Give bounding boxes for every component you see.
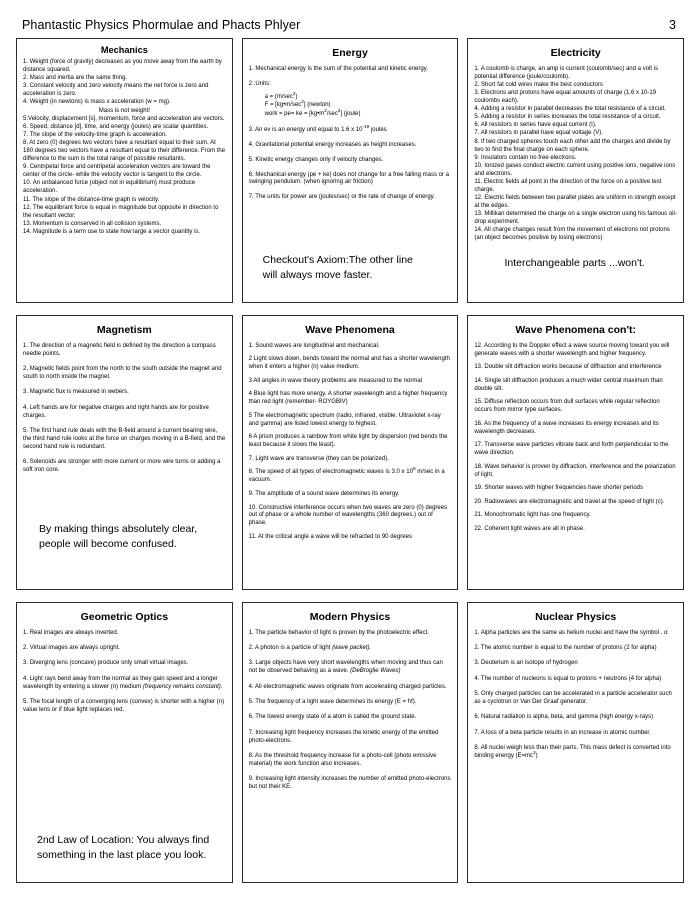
- item-text: 2. A photon is a particle of light: [248, 644, 333, 651]
- formula-acceleration: [264, 90, 452, 105]
- list-item: 4. Gravitational potential energy increases as height increases.: [248, 141, 417, 148]
- list-item: 22. Coherent light waves are all in phase.: [474, 526, 585, 533]
- list-item: 5. Adding a resistor in series increases the total resistance of a circuit.: [474, 114, 661, 121]
- item-text-italic: (wave packet).: [332, 644, 372, 651]
- list-item: 9. The amplitude of a sound wave determines its energy.: [248, 490, 400, 497]
- list-item: 4. Left hands are for negative charges and right hands are for positive charges.: [23, 404, 209, 419]
- card-title-modern-physics: Modern Physics: [309, 611, 391, 623]
- formula-text-mid: /sec: [326, 110, 338, 117]
- list-item: [249, 645, 452, 653]
- card-geometric-optics: [16, 602, 233, 883]
- list-item: [474, 745, 677, 761]
- list-item: 13. Momentum is conserved in all collision systems.: [23, 220, 162, 227]
- item-text-end: joules: [369, 126, 387, 133]
- list-item: 3 All angles in wave theory problems are measured to the normal: [248, 377, 423, 384]
- list-item: 2 Light slows down, bends toward the normal and has a shorter wavelength when it enters a higher (n) value medium.: [248, 356, 450, 371]
- list-item: 11. The slope of the distance-time graph is velocity.: [23, 196, 160, 203]
- list-item: 14. Single slit diffraction produces a much wider central maximum than double slit.: [474, 377, 663, 392]
- list-item: 6. The lowest energy state of a atom is called the ground state.: [248, 714, 417, 721]
- quote-line: something in the last place you look.: [37, 848, 207, 861]
- list-item: 1. Alpha particles are the same as helium nuclei and have the symbol . α: [474, 629, 668, 636]
- list-item: 9. Insulators contain no free electrons.: [474, 154, 577, 161]
- list-item: 9. Increasing light intensity increases the number of emitted photo-electrons but not their KE.: [248, 776, 451, 791]
- list-item: 3. Electrons and protons have equal amounts of charge (1.6 x 10-19 coulombs each).: [474, 89, 657, 104]
- card-title-electricity: Electricity: [550, 47, 601, 59]
- page-header: [16, 18, 684, 38]
- quote-line: Checkout's Axiom:The other line: [262, 254, 413, 267]
- list-item: 1. Sound waves are longitudinal and mechanical.: [248, 342, 380, 349]
- list-item: 5. Only charged particles can be accelerated in a particle accelerator such as a cyclotron or Van Der Graaf generator.: [474, 691, 672, 705]
- card-title-wave-phenomena: Wave Phenomena: [305, 324, 395, 336]
- list-item: 1. A coulomb is charge, an amp is current (coulomb/sec) and a volt is potential difference (joule/coulomb).: [474, 65, 659, 80]
- item-text: 8. The speed of all types of electromagnetic waves is 3.0 x 10: [248, 469, 413, 476]
- list-item: 1. Weight (force of gravity) decreases as you move away from the earth by distance squared.: [23, 59, 222, 73]
- formula-text: F = [kg•m/sec: [264, 102, 302, 109]
- list-item: 6. All resistors in series have equal current (I).: [474, 122, 597, 129]
- content-grid: [16, 38, 684, 883]
- geometric-optics-item-list: [23, 630, 226, 829]
- exponent: 2: [533, 750, 536, 756]
- list-item: 8. As the threshold frequency increase for a photo-cell (photo emissive material) the work function also increases.: [248, 753, 437, 768]
- item-text: 4. Light rays bend away from the normal as they gain speed and a longer wavelength by entering a slower (n) medium: [23, 675, 218, 690]
- list-item: [249, 660, 452, 676]
- list-item: 3. Diverging lens (concave) produce only small virtual images.: [23, 660, 189, 667]
- list-item: 5.Velocity, displacement [s], momentum, force and acceleration are vectors.: [23, 115, 225, 122]
- list-item: 2 .Units:: [248, 80, 271, 87]
- card-energy: [242, 38, 459, 303]
- wave-phenomena-cont-item-list: [474, 343, 677, 585]
- list-item: 4. Adding a resistor in parallel decreases the total resistance of a circuit.: [474, 106, 666, 112]
- list-item: 2. The atomic number is equal to the number of protons (2 for alpha): [474, 644, 657, 651]
- card-title-mechanics: Mechanics: [100, 45, 148, 55]
- card-title-energy: Energy: [332, 47, 368, 59]
- list-item: 11. Electric fields all point in the direction of the force on a positive test charge.: [474, 179, 662, 193]
- list-item: 3. Constant velocity and zero velocity means the net force is zero and acceleration is zero.: [23, 83, 209, 98]
- formula-work: [264, 107, 452, 119]
- card-title-geometric-optics: Geometric Optics: [80, 611, 169, 623]
- list-item: 2. Magnetic fields point from the north to the south outside the magnet and south to north inside the magnet.: [23, 365, 222, 380]
- modern-physics-item-list: [249, 630, 452, 878]
- card-wave-phenomena-cont: [467, 315, 684, 590]
- nuclear-physics-item-list: [474, 630, 677, 878]
- list-item: 8. At zero (0) degrees two vectors have a resultant equal to their sum. At 180 degrees two vectors have a resultant equal to their difference. From the difference to the sum is the total range of possible resultants.: [23, 140, 226, 163]
- list-item: 4 Blue light has more energy. A shorter wavelength and a higher frequency than red light (remember- ROYGBIV): [248, 391, 448, 406]
- exponent: 8: [412, 466, 416, 472]
- card-mechanics: [16, 38, 233, 303]
- list-item: 6. Mechanical energy (pe + ke) does not change for a free falling mass or a swinging pendulum. (when ignoring air friction): [248, 171, 450, 186]
- list-item: 5. The first hand rule deals with the B-field around a current bearing wire, the third hand rule looks at the force on charges moving in a B-field, and the second hand rule is redundant.: [23, 427, 226, 450]
- list-item: 7. Light wave are transverse (they can be polarized).: [248, 455, 389, 462]
- card-electricity: [467, 38, 684, 303]
- list-item: 11. At the critical angle a wave will be refracted to 90 degrees: [248, 534, 412, 540]
- list-item: 12. According to the Doppler effect a wave source moving toward you will generate waves with a shorter wavelength and higher frequency.: [474, 342, 670, 357]
- list-item: 7. Increasing light frequency increases the kinetic energy of the emitted photo-electrons.: [248, 729, 439, 744]
- list-item: 14. All charge changes result from the movement of electrons not protons (an object becomes positive by losing electrons): [474, 227, 670, 242]
- list-item: 4. Weight (in newtons) is mass x acceleration (w = mg).: [23, 99, 171, 106]
- list-item: 5 The electromagnetic spectrum (radio, infrared, visible. Ultraviolet x-ray and gamma) are listed lowest energy to highest.: [248, 412, 441, 427]
- list-item: 5. The frequency of a light wave determines its energy (E = hf).: [248, 699, 417, 705]
- list-item: 1. Real images are always inverted.: [23, 629, 119, 636]
- list-item: 6. Solenoids are stronger with more current or more wire turns or adding a soft iron core.: [23, 459, 221, 474]
- list-item: 2. Short fat cold wires make the best conductors: [474, 81, 603, 88]
- page-number: 3: [669, 18, 676, 32]
- item-text-italic: (DeBroglie Waves): [350, 668, 401, 675]
- item-text-end: m/sec in a vacuum.: [248, 469, 445, 484]
- item-text: 3. An ev is an energy unit equal to 1.6 x 10: [248, 126, 363, 133]
- exponent: 2: [292, 90, 296, 96]
- card-title-wave-phenomena-cont: Wave Phenomena con't:: [515, 324, 636, 336]
- page-title: Phantastic Physics Phormulae and Phacts Phlyer: [22, 18, 301, 32]
- list-item: 5. Kinetic energy changes only if velocity changes.: [248, 156, 384, 163]
- quote-line: will always move faster.: [262, 268, 373, 281]
- list-item: 6. Speed, distance [d], time, and energy (joules) are scalar quantities.: [23, 123, 209, 130]
- list-item: 3. Deuterium is an isotope of hydrogen: [474, 660, 578, 667]
- electricity-quote: [474, 252, 677, 298]
- list-item: 17. Transverse wave particles vibrate back and forth perpendicular to the wave direction.: [474, 442, 669, 457]
- quote-line: 2nd Law of Location: You always find: [37, 834, 210, 847]
- formula-text: a = (m/sec: [264, 93, 293, 100]
- energy-item-list: [249, 66, 452, 249]
- list-item: 8. If two charged spheres touch each other add the charges and divide by two to find the final charge on each sphere.: [474, 138, 671, 153]
- quote-line: By making things absolutely clear,: [39, 523, 198, 536]
- card-modern-physics: [242, 602, 459, 883]
- energy-quote: [249, 249, 452, 298]
- list-item: 12. Electric fields between two parallel plates are uniform in strength except at the edges.: [474, 195, 676, 210]
- list-item: 1. Mechanical energy is the sum of the potential and kinetic energy.: [248, 65, 428, 72]
- card-magnetism: [16, 315, 233, 590]
- list-item: 7. The slope of the velocity-time graph is acceleration.: [23, 132, 167, 139]
- card-wave-phenomena: [242, 315, 459, 590]
- list-item: [248, 466, 452, 485]
- list-item: 1. The particle behavior of light is proven by the photoelectric effect.: [248, 629, 429, 636]
- list-item: 10. Constructive interference occurs when two waves are zero (0) degrees out of phase or a whole number of wavelengths (360 degrees.) out of phase.: [248, 504, 448, 527]
- quote-line: Interchangeable parts ...won't.: [504, 256, 645, 269]
- list-item: 5. The focal length of a converging lens (convex) is shorter with a higher (n) value lens or if blue light replaces red.: [23, 699, 225, 713]
- list-item: 16. As the frequency of a wave increases its energy increases and its wavelength decreases.: [474, 420, 659, 435]
- formula-text: work = pe= ke = [kg•m: [264, 110, 325, 117]
- list-item: 4. The number of nucleons is equal to protons + neutrons (4 for alpha): [474, 675, 662, 682]
- list-item: 15. Diffuse reflection occurs from dull surfaces while regular reflection occurs from mirror type surfaces.: [474, 399, 660, 414]
- item-text: 3. Large objects have very short wavelengths when moving and thus can not be observed behaving as a wave.: [248, 660, 443, 675]
- list-item: 3. Magnetic flux is measured in webers.: [23, 389, 129, 396]
- list-item: 7. The units for power are (joules/sec) or the rate of change of energy.: [248, 194, 435, 201]
- electricity-item-list: [474, 66, 677, 252]
- exponent: -19: [362, 123, 370, 129]
- list-item: 14. Magnitude is a term use to state how large a vector quantity is.: [23, 229, 201, 235]
- exponent: 2: [337, 107, 341, 113]
- list-item: 10. An unbalanced force (object not in equilibrium) must produce acceleration.: [23, 180, 196, 195]
- list-item: 2. Virtual images are always upright.: [23, 644, 120, 651]
- list-item: 4. All electromagnetic waves originate from accelerating charged particles.: [248, 683, 447, 690]
- formula-text-end: ] (joule): [340, 110, 361, 117]
- list-item: Mass is not weight!: [98, 107, 150, 114]
- list-item: 12. The equilibrant force is equal in magnitude but opposite in direction to the resultant vector.: [23, 204, 219, 219]
- item-text: 8. All nuclei weigh less than their parts. This mass defect is converted into binding energy (E=mc: [474, 745, 671, 760]
- magnetism-quote: [23, 518, 226, 585]
- list-item: 20. Radiowaves are electromagnetic and travel at the speed of light (c).: [474, 498, 665, 505]
- card-title-magnetism: Magnetism: [96, 324, 152, 336]
- list-item: 9. Centripetal force and centripetal acceleration vectors are toward the center of the circle- while the velocity vector is tangent to the circle.: [23, 164, 211, 179]
- magnetism-item-list: [23, 343, 226, 518]
- list-item: 10. Ionized gases conduct electric current using positive ions, negative ions and electrons.: [474, 162, 676, 177]
- list-item: 18. Wave behavior is proven by diffraction, interference and the polarization of light.: [474, 463, 676, 478]
- list-item: 13. Double slit diffraction works because of diffraction and interference: [474, 364, 662, 371]
- item-text-italic: (frequency remains constant).: [142, 683, 223, 690]
- list-item: 7. A loss of a beta particle results in an increase in atomic number.: [474, 729, 651, 736]
- list-item: 19. Shorter waves with higher frequencies have shorter periods: [474, 485, 644, 492]
- formula-force: [265, 101, 452, 110]
- list-item: 7. All resistors in parallel have equal voltage (V).: [474, 130, 603, 137]
- item-text-end: ): [535, 753, 538, 760]
- card-nuclear-physics: [467, 602, 684, 883]
- formula-text-end: ] (newton): [303, 102, 331, 109]
- list-item: 13. Millikan determined the charge on a single electron using his famous oil-drop experiment.: [474, 211, 677, 226]
- wave-phenomena-item-list: [249, 343, 452, 585]
- quote-line: people will become confused.: [39, 537, 177, 550]
- card-title-nuclear-physics: Nuclear Physics: [535, 611, 617, 623]
- exponent: 2: [301, 99, 304, 105]
- list-item: [23, 676, 226, 692]
- mechanics-item-list: [23, 59, 226, 298]
- list-item: 21. Monochromatic light has one frequency.: [474, 512, 591, 519]
- formula-text-end: ): [295, 93, 298, 100]
- exponent: 2: [324, 107, 327, 113]
- list-item: 2. Mass and inertia are the same thing.: [23, 75, 128, 82]
- geometric-optics-quote: [23, 829, 226, 878]
- list-item: 6. Natural radiation is alpha, beta, and gamma (high energy x-rays): [474, 714, 654, 721]
- list-item: 1. The direction of a magnetic field is defined by the direction a compass needle points.: [23, 342, 216, 357]
- list-item: [248, 123, 452, 135]
- list-item: 6 A prism produces a rainbow from white light by dispersion (red bends the least because it slows the least).: [248, 434, 448, 449]
